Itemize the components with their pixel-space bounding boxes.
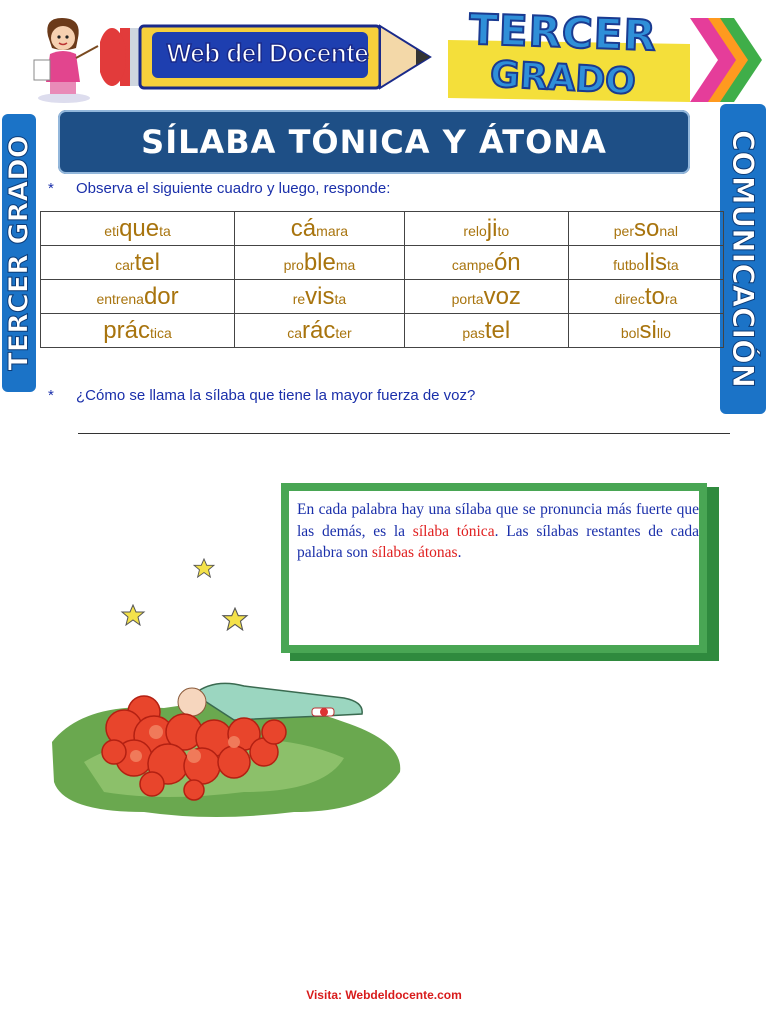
tonic-syllable: voz — [483, 282, 521, 310]
tonic-syllable: que — [119, 214, 160, 242]
table-row — [41, 280, 724, 314]
atonic-syllable: relo — [463, 222, 487, 239]
info-text-part: . — [457, 544, 462, 561]
tonic-syllable-term: sílaba tónica — [412, 522, 495, 540]
atonic-syllable: campe — [451, 256, 494, 273]
girl-on-grass-illustration — [44, 672, 406, 824]
grade-side-label — [2, 114, 36, 392]
word-cell — [235, 246, 405, 280]
tonic-syllable: cá — [290, 214, 317, 242]
word-cell — [41, 280, 235, 314]
atonic-syllable: ter — [335, 324, 352, 341]
word-cell — [404, 280, 568, 314]
info-text-part: . Las sílabas restantes de cada palabra son — [297, 522, 700, 561]
answer-line[interactable] — [78, 433, 730, 434]
subject-side-label — [720, 104, 766, 414]
atonic-syllable: tica — [149, 324, 172, 341]
tonic-syllable: to — [644, 282, 665, 310]
tonic-syllable: rác — [301, 316, 336, 344]
star-icon — [221, 607, 249, 631]
tonic-syllable: ble — [303, 248, 336, 276]
atonic-syllable: ma — [335, 256, 356, 273]
word-cell — [235, 280, 405, 314]
atonic-syllable: re — [292, 290, 306, 307]
syllable-table — [40, 211, 724, 348]
atonic-syllable: direc — [614, 290, 645, 307]
word-cell — [568, 280, 723, 314]
atonic-syllable: ra — [664, 290, 678, 307]
tonic-syllable: so — [633, 214, 660, 242]
question-text: ¿Cómo se llama la sílaba que tiene la mayor fuerza de voz? — [76, 387, 476, 404]
atonic-syllable: entrena — [96, 290, 144, 307]
table-row — [41, 314, 724, 348]
page-title: SÍLABA TÓNICA Y ÁTONA — [141, 123, 607, 161]
tonic-syllable: prác — [103, 316, 150, 344]
word-cell — [404, 212, 568, 246]
word-cell — [568, 314, 723, 348]
tonic-syllable: tel — [134, 248, 160, 276]
info-text — [297, 499, 699, 564]
atonic-syllable: ta — [666, 256, 679, 273]
word-cell — [41, 246, 235, 280]
atonic-syllable: car — [115, 256, 135, 273]
footer-link[interactable]: Visita: Webdeldocente.com — [306, 988, 462, 1002]
word-cell — [568, 246, 723, 280]
word-cell — [235, 314, 405, 348]
info-text-part: En cada palabra hay una sílaba que se pronuncia más fuerte que las demás, es la — [297, 501, 699, 540]
atonic-syllable: llo — [656, 324, 671, 341]
atonic-syllable: porta — [451, 290, 484, 307]
atonic-syllable: ca — [287, 324, 302, 341]
atonic-syllable: pro — [283, 256, 304, 273]
atonic-syllable: ta — [159, 222, 171, 239]
table-row — [41, 212, 724, 246]
star-icon — [193, 558, 215, 578]
tonic-syllable: ji — [486, 214, 498, 242]
atonic-syllable: pas — [462, 324, 485, 341]
instruction-text: Observa el siguiente cuadro y luego, responde: — [76, 180, 391, 197]
tonic-syllable: lis — [644, 248, 667, 276]
star-icon — [120, 604, 146, 626]
atonic-syllable: to — [497, 222, 510, 239]
grade-side-text: TERCER GRADO — [3, 135, 35, 371]
atonic-syllable-term: sílabas átonas — [371, 544, 458, 561]
question — [48, 387, 475, 404]
tonic-syllable: ón — [493, 248, 521, 276]
tonic-syllable: vis — [305, 282, 335, 310]
atonic-syllable: mara — [316, 222, 349, 239]
word-cell — [41, 212, 235, 246]
word-cell — [41, 314, 235, 348]
table-row — [41, 246, 724, 280]
word-cell — [404, 314, 568, 348]
word-cell — [568, 212, 723, 246]
grade-line2: GRADO — [489, 54, 637, 103]
instruction — [48, 180, 390, 197]
word-cell — [235, 212, 405, 246]
atonic-syllable: bol — [620, 324, 640, 341]
tonic-syllable: dor — [143, 282, 179, 310]
bullet-star: * — [48, 387, 54, 404]
tonic-syllable: si — [639, 316, 657, 344]
atonic-syllable: ta — [334, 290, 347, 307]
atonic-syllable: futbo — [613, 256, 645, 273]
atonic-syllable: per — [613, 222, 634, 239]
bullet-star: * — [48, 180, 54, 197]
grade-line1: TERCER — [468, 4, 658, 61]
logo-text: Web del Docente — [166, 38, 369, 68]
title-banner — [58, 110, 690, 174]
atonic-syllable: nal — [659, 222, 679, 239]
word-cell — [404, 246, 568, 280]
subject-side-text: COMUNICACIÓN — [726, 129, 760, 389]
atonic-syllable: eti — [104, 222, 120, 239]
tonic-syllable: tel — [484, 316, 511, 344]
teacher-illustration — [26, 14, 102, 106]
